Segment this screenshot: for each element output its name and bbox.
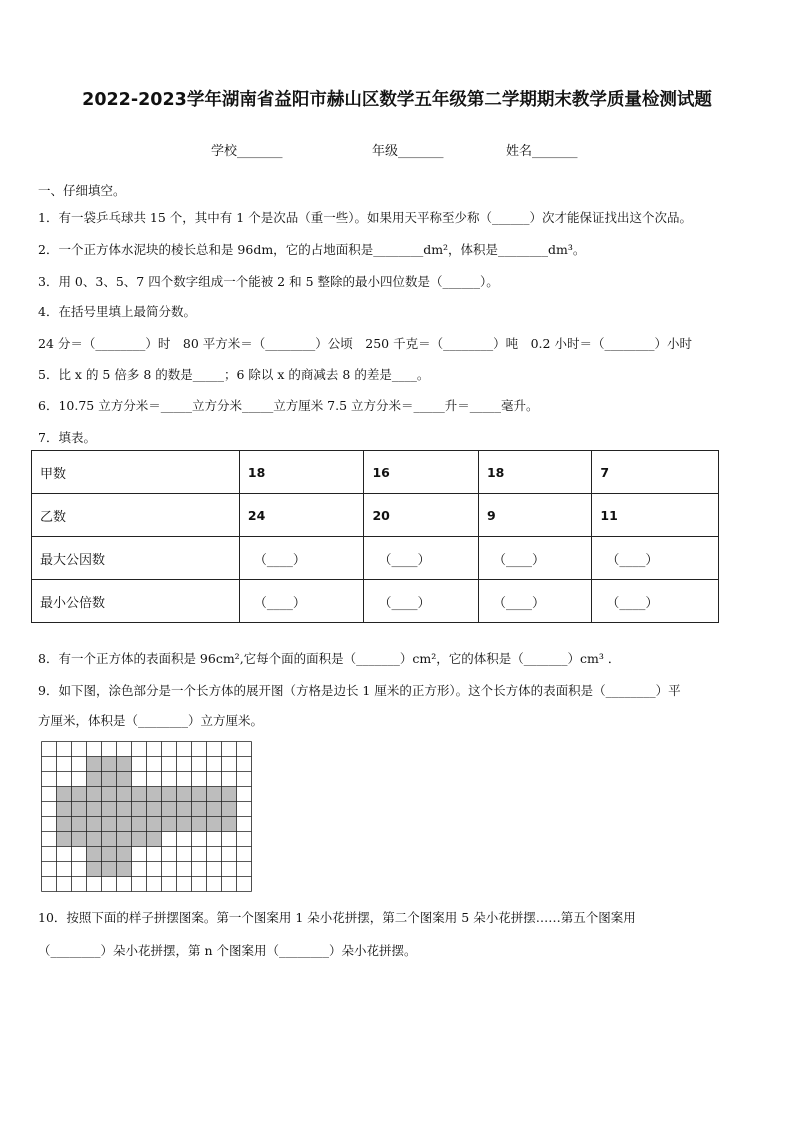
- question-10-line2: （________）朵小花拼摆，第 n 个图案用（________）朵小花拼摆。: [38, 943, 417, 958]
- question-10-line1: 10．按照下面的样子拼摆图案。第一个图案用 1 朵小花拼摆，第二个图案用 5 朵小花拼摆……第五个图案用: [38, 910, 636, 925]
- name-field: 姓名_______: [506, 144, 578, 159]
- table-cell: 18: [239, 451, 364, 494]
- question-3: 3．用 0、3、5、7 四个数字组成一个能被 2 和 5 整除的最小四位数是（______）。: [38, 274, 499, 289]
- table-cell: 9: [478, 494, 591, 537]
- answer-blank[interactable]: （____）: [364, 537, 479, 580]
- question-1: 1．有一袋乒乓球共 15 个，其中有 1 个是次品（重一些）。如果用天平称至少称（______）次才能保证找出这个次品。: [38, 210, 692, 225]
- row-label: 乙数: [32, 494, 240, 537]
- question-4: 4．在括号里填上最简分数。: [38, 304, 196, 319]
- shaded-cells: [57, 832, 162, 847]
- question-7: 7．填表。: [38, 430, 96, 445]
- question-9-line1: 9．如下图，涂色部分是一个长方体的展开图（方格是边长 1 厘米的正方形）。这个长方体的表面积是（________）平: [38, 683, 681, 698]
- shaded-cells: [87, 862, 132, 877]
- page-title: 2022-2023学年湖南省益阳市赫山区数学五年级第二学期期末教学质量检测试题: [82, 90, 712, 110]
- table-row: [32, 537, 719, 580]
- question-4-items: 24 分＝（________）时 80 平方米＝（________）公顷 250 千克＝（________）吨 0.2 小时＝（________）小时: [38, 336, 692, 351]
- shaded-cells: [87, 772, 132, 787]
- section-heading: 一、仔细填空。: [38, 183, 126, 198]
- question-8: 8．有一个正方体的表面积是 96cm²,它每个面的面积是（_______）cm²，它的体积是（_______）cm³ ．: [38, 651, 621, 666]
- school-field: 学校_______: [211, 144, 283, 159]
- table-cell: 16: [364, 451, 479, 494]
- table-cell: 7: [592, 451, 719, 494]
- question-2: 2．一个正方体水泥块的棱长总和是 96dm，它的占地面积是________dm²，体积是________dm³。: [38, 242, 586, 257]
- answer-blank[interactable]: （____）: [592, 537, 719, 580]
- question-5: 5．比 x 的 5 倍多 8 的数是_____；6 除以 x 的商减去 8 的差是____。: [38, 367, 430, 382]
- table-cell: 11: [592, 494, 719, 537]
- grid-lines: [42, 742, 252, 892]
- gcd-lcm-table: [31, 450, 719, 623]
- shaded-cells: [87, 847, 132, 862]
- table-row: [32, 451, 719, 494]
- row-label: 甲数: [32, 451, 240, 494]
- shaded-cells: [87, 757, 132, 772]
- table-row: [32, 580, 719, 623]
- grade-field: 年级_______: [372, 144, 444, 159]
- answer-blank[interactable]: （____）: [239, 537, 364, 580]
- answer-blank[interactable]: （____）: [478, 580, 591, 623]
- row-label: 最大公因数: [32, 537, 240, 580]
- answer-blank[interactable]: （____）: [239, 580, 364, 623]
- table-cell: 20: [364, 494, 479, 537]
- table-cell: 24: [239, 494, 364, 537]
- question-6: 6．10.75 立方分米＝_____立方分米_____立方厘米 7.5 立方分米＝_____升＝_____毫升。: [38, 398, 539, 413]
- table-row: [32, 494, 719, 537]
- answer-blank[interactable]: （____）: [592, 580, 719, 623]
- answer-blank[interactable]: （____）: [364, 580, 479, 623]
- cuboid-net-grid: [40, 740, 253, 893]
- table-cell: 18: [478, 451, 591, 494]
- answer-blank[interactable]: （____）: [478, 537, 591, 580]
- question-9-line2: 方厘米，体积是（________）立方厘米。: [38, 713, 264, 728]
- row-label: 最小公倍数: [32, 580, 240, 623]
